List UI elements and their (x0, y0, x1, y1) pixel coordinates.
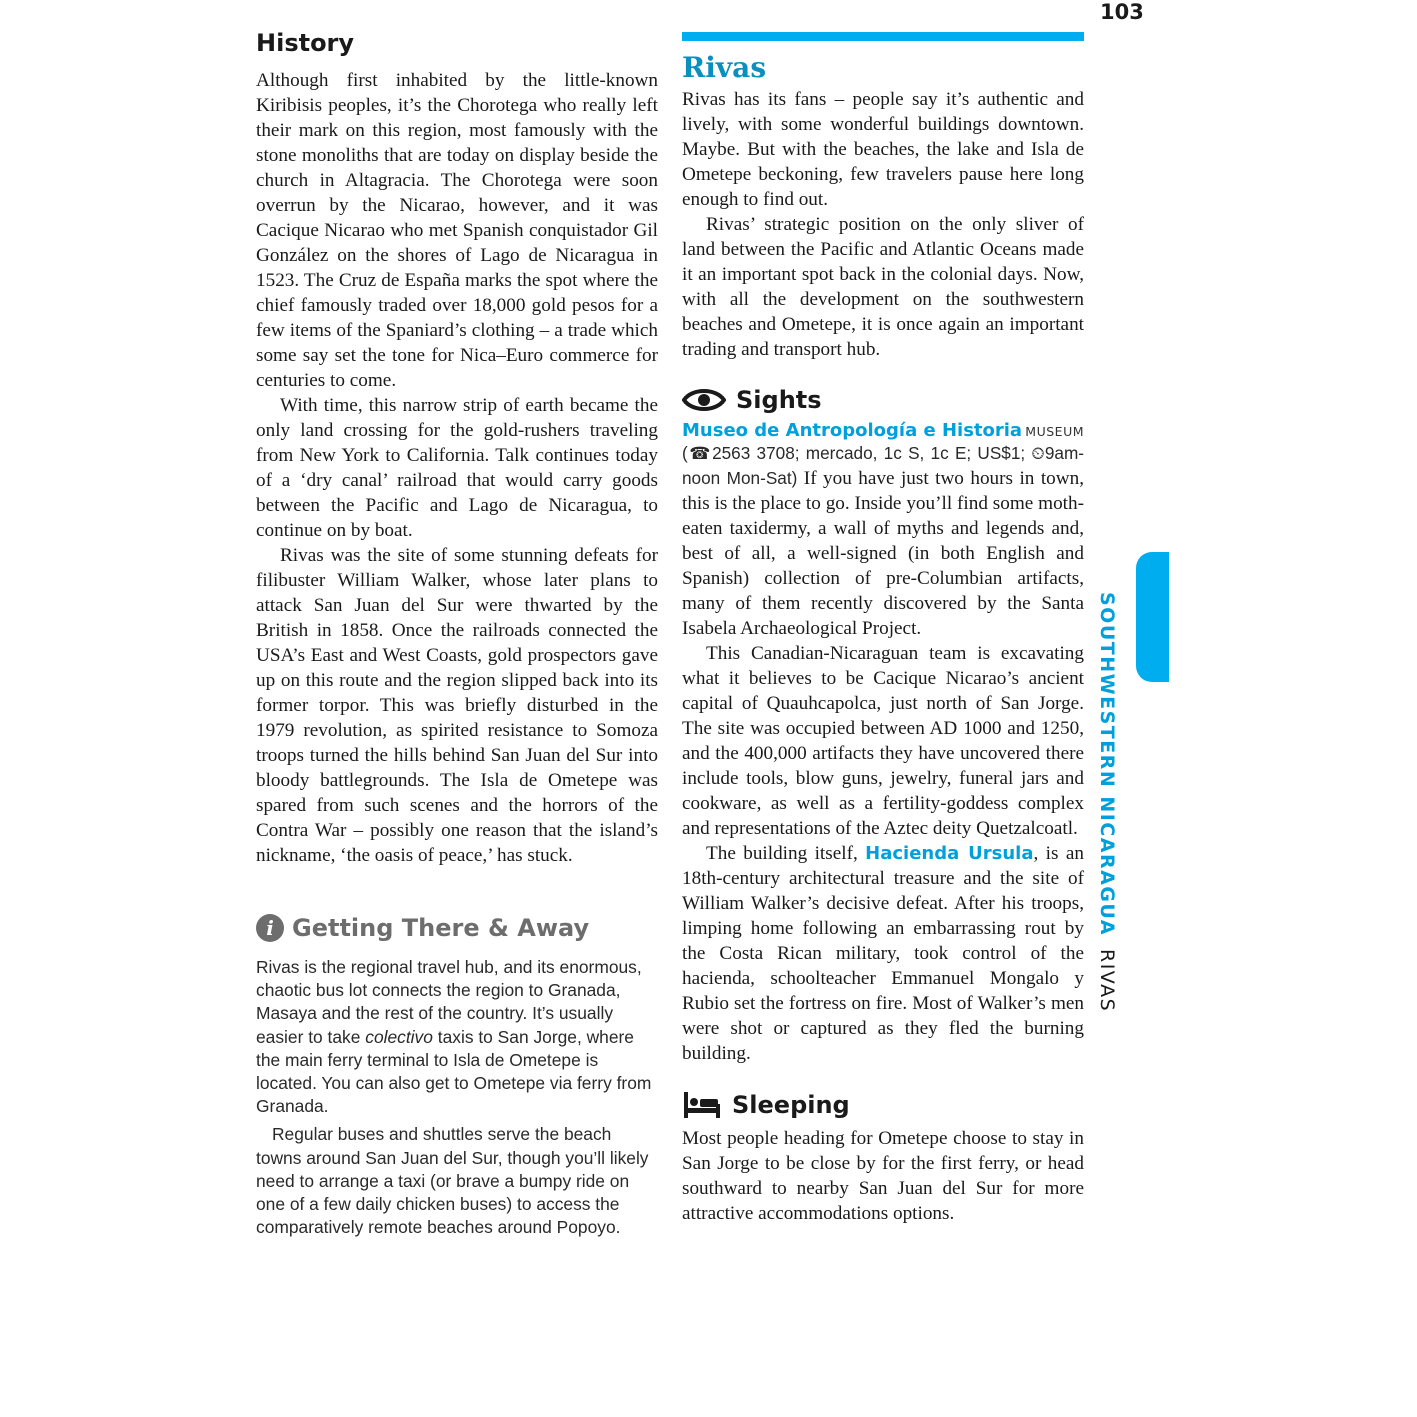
sleeping-heading-row (682, 1090, 1084, 1120)
page-number: 103 (1100, 0, 1144, 24)
sights-paragraph-2: This Canadian-Nicaraguan team is excavating what it believes to be Cacique Nicarao’s ancient capital of Quauhcapolca, just north of San Jorge. The site was occupied between AD 1000 and 1250, and the 400,000 artifacts they have uncovered there include tools, blow guns, jewelry, funeral jars and cookware, as well as a fertility-goddess complex and representations of the Aztec deity Quetzalcoatl. (682, 643, 1084, 839)
history-heading: History (256, 29, 355, 57)
sights-p3-text-b: , is an 18th-century architectural treasure and the site of William Walker’s decisive defeat. After his troops, limping home following an embarrassing rout by the Costa Rican military, took control of the hacienda, schoolteacher Emmanuel Mongalo y Rubio set the fortress on fire. Most of Walker’s men were shot or captured as they fled the burning building. (682, 843, 1084, 1064)
gta-text-a: Rivas is the regional travel hub, and its enormous, chaotic bus lot connects the region to Granada, Masaya and the rest of the country. It’s usually easier to take (256, 957, 642, 1047)
hacienda-ursula-link[interactable]: Hacienda Ursula (865, 843, 1034, 864)
history-paragraph-2: With time, this narrow strip of earth became the only land crossing for the gold-rushers traveling from New York to California. Talk continues today of a ‘dry canal’ railroad that would carry goods between the Pacific and Lago de Nicaragua, to continue on by boat. (256, 395, 658, 541)
getting-there-heading: Getting There & Away (292, 914, 590, 942)
sights-heading-row (682, 386, 1084, 414)
info-icon: i (256, 914, 284, 942)
side-label-region: SOUTHWESTERN NICARAGUA (1096, 592, 1118, 936)
sleeping-heading: Sleeping (732, 1091, 850, 1119)
history-paragraph-1: Although first inhabited by the little-known Kiribisis peoples, it’s the Chorotega who really left their mark on this region, most famously with the stone monoliths that are today on display beside the church in Altagracia. The Chorotega were soon overrun by the Nicarao, however, and it was Cacique Nicarao who met Spanish conquistador Gil González on the shores of Lago de Nicaragua in 1523. The Cruz de España marks the spot where the chief famously traded over 18,000 gold pesos for a few items of the Spaniard’s clothing – a trade which some say set the tone for Nica–Euro commerce for centuries to come. (256, 70, 658, 391)
getting-there-paragraph-2: Regular buses and shuttles serve the beach towns around San Juan del Sur, though you’ll likely need to arrange a taxi (or brave a bumpy ride on one of a few daily chicken buses) to access the comparatively remote beaches around Popoyo. (256, 1124, 649, 1238)
sights-p3-text-a: The building itself, (706, 843, 866, 864)
rivas-intro-paragraph-1: Rivas has its fans – people say it’s authentic and lively, with some wonderful buildings downtown. Maybe. But with the beaches, the lake and Isla de Ometepe beckoning, few travelers pause here long enough to find out. (682, 89, 1084, 210)
section-color-bar (682, 32, 1084, 41)
museum-listing-meta: (☎2563 3708; mercado, 1c S, 1c E; US$1; ⏲9am-noon Mon-Sat) (682, 443, 1084, 488)
history-paragraph-3: Rivas was the site of some stunning defeats for filibuster William Walker, whose later plans to attack San Juan del Sur were thwarted by the British in 1858. Once the railroads connected the USA’s East and West Coasts, gold prospectors gave up on this route and the region slipped back into its former torpor. This was briefly disturbed in the 1979 revolution, as spirited resistance to Somoza troops turned the hills behind San Juan del Sur into bloody battlegrounds. The Isla de Ometepe was spared from such scenes and the horrors of the Contra War – possibly one reason that the island’s nickname, ‘the oasis of peace,’ has stuck. (256, 545, 658, 866)
sleeping-paragraph-1: Most people heading for Ometepe choose to stay in San Jorge to be close by for the first ferry, or head southward to nearby San Juan del Sur for more attractive accommodations options. (682, 1128, 1084, 1224)
getting-there-paragraph-1 (256, 956, 658, 1118)
sights-paragraph-3 (682, 841, 1084, 1066)
rivas-intro-paragraph-2: Rivas’ strategic position on the only sliver of land between the Pacific and Atlantic Oceans made it an important spot back in the colonial days. Now, with all the development on the southwestern beaches and Ometepe, it is once again an important trading and transport hub. (682, 214, 1084, 360)
chapter-side-label (1096, 592, 1126, 1013)
listing-header (682, 420, 1084, 441)
getting-there-heading-row (256, 914, 658, 942)
bed-icon (682, 1090, 722, 1120)
chapter-side-tab (1136, 552, 1169, 682)
museum-listing-name[interactable]: Museo de Antropología e Historia (682, 420, 1023, 441)
museum-listing-type: MUSEUM (1025, 424, 1084, 439)
eye-icon (682, 386, 726, 414)
gta-text-emphasis: colectivo (365, 1026, 433, 1047)
gta-text-b: taxis to San Jorge, where the main ferry terminal to Isla de Ometepe is located. You can also get to Ometepe via ferry from Granada. (256, 1026, 652, 1117)
right-column (682, 28, 1084, 1226)
rivas-title: Rivas (682, 51, 767, 84)
museum-listing-description: If you have just two hours in town, this is the place to go. Inside you’ll find some moth-eaten taxidermy, a wall of myths and legends and, best of all, a well-signed (in both English and Spanish) collection of pre-Columbian artifacts, many of them recently discovered by the Santa Isabela Archaeological Project. (682, 468, 1084, 639)
left-column (256, 28, 658, 1239)
sights-heading: Sights (736, 386, 822, 414)
side-label-town: RIVAS (1096, 949, 1118, 1013)
museum-listing-body (682, 441, 1084, 641)
